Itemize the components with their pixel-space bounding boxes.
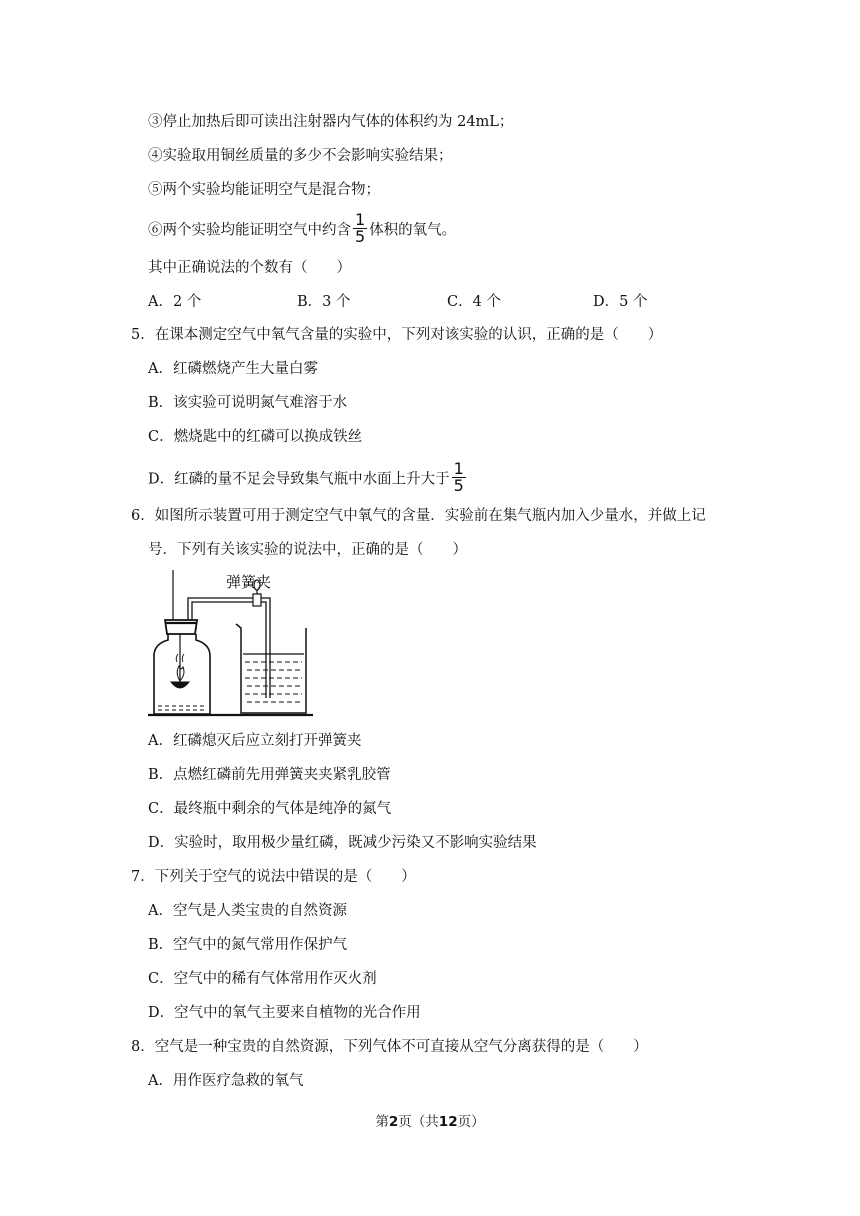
fraction-numerator: 1: [355, 210, 366, 229]
oxygen-measurement-apparatus: [148, 570, 318, 720]
footer-total-pages: 12: [438, 1114, 458, 1130]
q5-stem: 5．在课本测定空气中氧气含量的实验中，下列对该实验的认识，正确的是（ ）: [131, 327, 663, 343]
statement-5: ⑤两个实验均能证明空气是混合物；: [148, 182, 380, 198]
figure-label-spring-clamp: 弹簧夹: [226, 573, 272, 591]
q4-option-d: D．5 个: [593, 294, 648, 310]
q7-option-a: A．空气是人类宝贵的自然资源: [148, 903, 347, 919]
q6-option-b: B．点燃红磷前先用弹簧夹夹紧乳胶管: [148, 767, 391, 783]
q6-option-a: A．红磷熄灭后应立刻打开弹簧夹: [148, 733, 362, 749]
beaker-water: [245, 662, 302, 702]
connecting-tube: [188, 598, 270, 698]
fraction-one-fifth: [452, 461, 466, 494]
spring-clamp: [253, 594, 261, 606]
q7-stem: 7．下列关于空气的说法中错误的是（ ）: [131, 869, 416, 885]
footer-pre: 第: [375, 1114, 389, 1130]
q5-option-c: C．燃烧匙中的红磷可以换成铁丝: [148, 429, 363, 445]
footer-mid: 页（共: [398, 1114, 439, 1130]
q5-option-d: [148, 459, 468, 496]
flame-icon: [177, 666, 184, 681]
q7-option-c: C．空气中的稀有气体常用作灭火剂: [148, 971, 377, 987]
footer-page-number: 2: [388, 1114, 399, 1130]
q5-option-b: B．该实验可说明氮气难溶于水: [148, 395, 348, 411]
footer-post: 页）: [457, 1114, 485, 1130]
fraction-one-fifth: [353, 212, 367, 245]
q6-option-c: C．最终瓶中剩余的气体是纯净的氮气: [148, 801, 392, 817]
q7-option-d: D．空气中的氧气主要来自植物的光合作用: [148, 1005, 421, 1021]
q6-stem-line2: 号．下列有关该实验的说法中，正确的是（ ）: [148, 542, 467, 558]
statement-6-tail: 体积的氧气。: [369, 222, 457, 239]
statement-6: [148, 210, 457, 247]
statement-4: ④实验取用铜丝质量的多少不会影响实验结果；: [148, 148, 453, 164]
q8-stem: 8．空气是一种宝贵的自然资源，下列气体不可直接从空气分离获得的是（ ）: [131, 1039, 648, 1055]
q4-option-a: A．2 个: [148, 294, 202, 310]
beaker: [236, 624, 306, 713]
q5-option-d-text: D．红磷的量不足会导致集气瓶中水面上升大于: [148, 471, 450, 488]
q6-option-d: D．实验时，取用极少量红磷，既减少污染又不影响实验结果: [148, 835, 537, 851]
gas-collecting-bottle: [154, 634, 210, 714]
q7-option-b: B．空气中的氮气常用作保护气: [148, 937, 348, 953]
count-question: 其中正确说法的个数有（ ）: [148, 260, 351, 276]
fraction-denominator: 5: [355, 227, 366, 246]
statement-3: ③停止加热后即可读出注射器内气体的体积约为 24mL；: [148, 114, 514, 130]
page-footer: [0, 1110, 860, 1130]
q8-option-a: A．用作医疗急救的氧气: [148, 1073, 304, 1089]
fraction-denominator: 5: [453, 476, 464, 495]
q5-option-a: A．红磷燃烧产生大量白雾: [148, 361, 318, 377]
fraction-numerator: 1: [453, 459, 464, 478]
q6-stem-line1: 6．如图所示装置可用于测定空气中氧气的含量．实验前在集气瓶内加入少量水，并做上记: [131, 508, 706, 524]
q4-option-b: B．3 个: [297, 294, 351, 310]
q4-option-c: C．4 个: [447, 294, 501, 310]
statement-6-text: ⑥两个实验均能证明空气中约含: [148, 222, 351, 239]
combustion-spoon: [171, 682, 189, 688]
